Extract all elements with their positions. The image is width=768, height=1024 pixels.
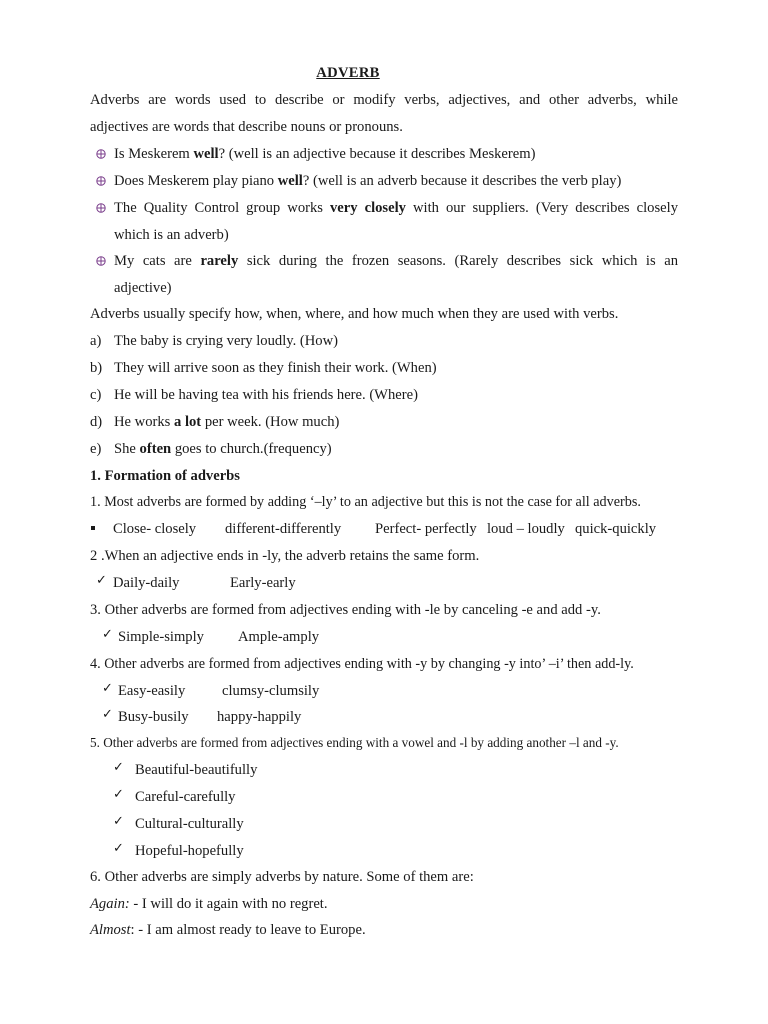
rule-2-example: Early-early [230, 575, 296, 591]
item-label: e) [90, 441, 102, 457]
adverb-word: Again: [90, 896, 130, 912]
rule-2: 2 .When an adjective ends in -ly, the adverb retains the same form. [90, 548, 480, 564]
intro-line-1: Adverbs are words used to describe or modify verbs, adjectives, and other adverbs, while [90, 92, 678, 108]
checkmark-icon: ✓ [96, 573, 107, 588]
item-label: d) [90, 414, 103, 430]
checkmark-icon: ✓ [102, 707, 113, 722]
example-item-continuation: which is an adverb) [114, 227, 229, 243]
rule-5-example: Cultural-culturally [135, 816, 244, 832]
rule-4-example: Busy-busily [118, 709, 189, 725]
rule-5: 5. Other adverbs are formed from adjectives ending with a vowel and -l by adding another –l and -y. [90, 735, 619, 750]
checkmark-icon: ✓ [113, 760, 124, 775]
rule-1-example: different-differently [225, 521, 342, 537]
checkmark-icon: ✓ [113, 814, 124, 829]
nature-adverb-example: Again: - I will do it again with no regret. [90, 896, 328, 912]
rule-1-example: loud – loudly [487, 521, 565, 537]
checkmark-icon: ✓ [102, 627, 113, 642]
rule-5-example: Careful-carefully [135, 789, 236, 805]
example-item-continuation: adjective) [114, 280, 172, 296]
rule-3: 3. Other adverbs are formed from adjectives ending with -le by canceling -e and add -y. [90, 602, 601, 618]
circle-plus-bullet-icon [96, 176, 106, 186]
nature-adverb-example: Almost: - I am almost ready to leave to Europe. [90, 922, 366, 938]
rule-1-example: quick-quickly [575, 521, 657, 537]
circle-plus-bullet-icon [96, 203, 106, 213]
checkmark-icon: ✓ [113, 787, 124, 802]
rule-4: 4. Other adverbs are formed from adjectives ending with -y by changing -y into’ –i’ then add-ly. [90, 656, 634, 672]
circle-plus-bullet-icon [96, 149, 106, 159]
example-item: My cats are rarely sick during the frozen seasons. (Rarely describes sick which is an [114, 253, 678, 269]
rule-5-example: Hopeful-hopefully [135, 843, 244, 859]
usage-intro: Adverbs usually specify how, when, where, and how much when they are used with verbs. [90, 306, 619, 322]
rule-3-example: Simple-simply [118, 629, 204, 645]
rule-5-example: Beautiful-beautifully [135, 762, 258, 778]
circle-plus-bullet-icon [96, 256, 106, 266]
rule-1: 1. Most adverbs are formed by adding ‘–ly’ to an adjective but this is not the case for all adverbs. [90, 494, 641, 510]
rule-2-example: Daily-daily [113, 575, 180, 591]
rule-4-example: Easy-easily [118, 683, 186, 699]
rule-3-example: Ample-amply [238, 629, 320, 645]
example-item: Does Meskerem play piano well? (well is an adverb because it describes the verb play) [114, 173, 622, 189]
checkmark-icon: ✓ [102, 681, 113, 696]
section-heading: 1. Formation of adverbs [90, 468, 240, 484]
rule-4-example: happy-happily [217, 709, 302, 725]
square-bullet-icon [91, 526, 95, 530]
item-label: c) [90, 387, 102, 403]
item-label: b) [90, 360, 103, 376]
intro-line-2: adjectives are words that describe nouns or pronouns. [90, 119, 403, 135]
rule-1-example: Close- closely [113, 521, 197, 537]
document-page: ADVERB Adverbs are words used to describe or modify verbs, adjectives, and other adverbs, while adjectives are words that describe nouns or pronouns. Is Meskerem well? (well is an adjective because it describes Meskerem) Does Meskerem play piano well? (well is an adverb because it describes the verb play) The Quality Control group works very closely with our suppliers. (Very describes closely which is an adverb) My cats are rarely sick during the frozen seasons. (Rarely describes sick which is an adjective) Adverbs usually specify how, when, where, and how much when they are used with verbs. a) The baby is crying very loudly. (How) b) They will arrive soon as they finish their work. (When) c) He will be having tea with his friends here. (Where) d) He works a lot per week. (How much) e) She often goes to church.(frequency) 1. Formation of adverbs 1. Most adverbs are formed by adding ‘–ly’ to an adjective but this is not the case for all adverbs. Close- closely different-differently Perfect- perfectly loud – loudly quick-quickly 2 .When an adjective ends in -ly, the adverb retains the same form. ✓ Daily-daily Early-early 3. Other adverbs are formed from adjectives ending with -le by canceling -e and add -y. ✓ Simple-simply Ample-amply 4. Other adverbs are formed from adjectives ending with -y by changing -y into’ –i’ then add-ly. ✓ Easy-easily clumsy-clumsily ✓ Busy-busily happy-happily 5. Other adverbs are formed from adjectives ending with a vowel and -l by adding another –l and -y. ✓ Beautiful-beautifully ✓ Careful-carefully ✓ Cultural-culturally ✓ Hopeful-hopefully 6. Other adverbs are simply adverbs by nature. Some of them are: Again: - I will do it again with no regret. Almost: - I am almost ready to leave to Europe. [0, 0, 768, 1024]
example-item: The Quality Control group works very closely with our suppliers. (Very describes closely [114, 200, 678, 216]
checkmark-icon: ✓ [113, 841, 124, 856]
rule-6: 6. Other adverbs are simply adverbs by nature. Some of them are: [90, 869, 474, 885]
page-title: ADVERB [316, 65, 380, 81]
item-label: a) [90, 333, 102, 349]
rule-4-example: clumsy-clumsily [222, 683, 320, 699]
rule-1-example: Perfect- perfectly [375, 521, 477, 537]
adverb-word: Almost [90, 922, 131, 938]
example-item: Is Meskerem well? (well is an adjective because it describes Meskerem) [114, 146, 536, 162]
